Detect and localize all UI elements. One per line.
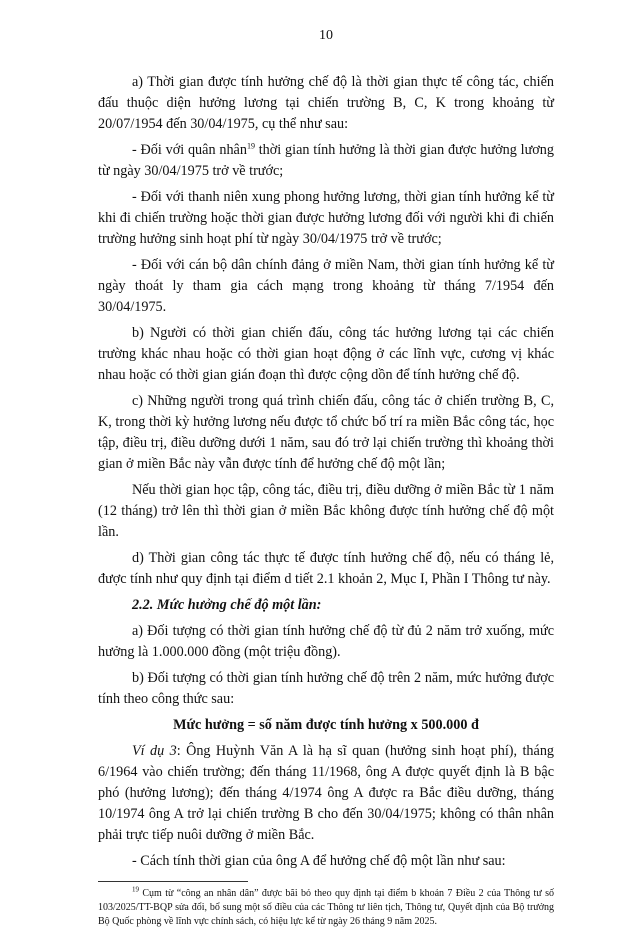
example-3-text: : Ông Huỳnh Văn A là hạ sĩ quan (hưởng sinh hoạt phí), tháng 6/1964 vào chiến trường; đến tháng 11/1968, ông A được quyết định là B bậc phó (hưởng lương); đến tháng 4/1974 ông A được ra Bắc điều dưỡng, tháng 10/1974 ông A trở lại chiến trường B cho đến 30/04/1975; không có thân nhân phải trực tiếp nuôi dưỡng ở miền Bắc. (98, 743, 555, 843)
paragraph-soldiers (98, 140, 554, 182)
benefit-formula: Mức hưởng = số năm được tính hưởng x 500.000 đ (173, 717, 479, 733)
paragraph-a-time: a) Thời gian được tính hưởng chế độ là thời gian thực tế công tác, chiến đấu thuộc diện hưởng lương tại chiến trường B, C, K trong khoảng từ 20/07/1954 đến 30/04/1975, cụ thể như sau: (98, 74, 554, 132)
footnote-text: Cụm từ “công an nhân dân” được bãi bỏ theo quy định tại điểm b khoản 7 Điều 2 của Thông tư số 103/2025/TT-BQP sửa đổi, bổ sung một số điều của các Thông tư liên tịch, Thông tư, Quyết định của Bộ trưởng Bộ Quốc phòng về lĩnh vực chính sách, có hiệu lực kể từ ngày 26 tháng 9 năm 2025. (98, 888, 554, 927)
paragraph-youth-volunteers: - Đối với thanh niên xung phong hưởng lương, thời gian tính hưởng kể từ khi đi chiến trường hoặc thời gian được hưởng lương đối với người khi đi chiến trường hưởng sinh hoạt phí từ ngày 30/04/1975 trở về trước; (98, 189, 554, 247)
footnote-19 (98, 887, 554, 929)
footnote-ref-19[interactable]: 19 (246, 141, 255, 151)
paragraph-soldiers-start: - Đối với quân nhân (132, 142, 247, 158)
example-3-label: Ví dụ 3 (132, 743, 177, 759)
paragraph-civil-cadres: - Đối với cán bộ dân chính đảng ở miền Nam, thời gian tính hưởng kể từ ngày thoát ly tham gia cách mạng trong khoảng từ tháng 7/1954 đến 30/04/1975. (98, 257, 554, 315)
paragraph-example-3 (98, 741, 554, 846)
paragraph-calculation-method: - Cách tính thời gian của ông A để hưởng chế độ một lần như sau: (132, 853, 506, 869)
paragraph-a-under-2-years: a) Đối tượng có thời gian tính hưởng chế độ từ đủ 2 năm trở xuống, mức hưởng là 1.000.000 đồng (một triệu đồng). (98, 623, 554, 660)
paragraph-b-cumulative: b) Người có thời gian chiến đấu, công tác hưởng lương tại các chiến trường khác nhau hoặc có thời gian hoạt động ở các lĩnh vực, cương vị khác nhau hoặc có thời gian gián đoạn thì được cộng dồn để tính hưởng chế độ. (98, 325, 554, 383)
paragraph-c-north-under-1-year: c) Những người trong quá trình chiến đấu, công tác ở chiến trường B, C, K, trong thời kỳ hưởng lương nếu được tổ chức bố trí ra miền Bắc công tác, học tập, điều trị, điều dưỡng dưới 1 năm, sau đó trở lại chiến trường thì khoảng thời gian ở miền Bắc này vẫn được tính để hưởng chế độ một lần; (98, 393, 554, 472)
section-heading-2-2: 2.2. Mức hưởng chế độ một lần: (132, 597, 322, 613)
page-number: 10 (319, 28, 333, 43)
paragraph-b-over-2-years: b) Đối tượng có thời gian tính hưởng chế độ trên 2 năm, mức hưởng được tính theo công thức sau: (98, 670, 554, 707)
footnote-number: 19 (132, 885, 139, 894)
paragraph-north-over-1-year: Nếu thời gian học tập, công tác, điều trị, điều dưỡng ở miền Bắc từ 1 năm (12 tháng) trở lên thì thời gian ở miền Bắc không được tính hưởng chế độ một lần. (98, 482, 554, 540)
paragraph-d-odd-months: d) Thời gian công tác thực tế được tính hưởng chế độ, nếu có tháng lẻ, được tính như quy định tại điểm d tiết 2.1 khoản 2, Mục I, Phần I Thông tư này. (98, 550, 554, 587)
footnote-divider (98, 881, 248, 882)
paragraph-soldiers-end: thời gian tính hưởng là thời gian được hưởng lương từ ngày 30/04/1975 trở về trước; (98, 142, 554, 179)
